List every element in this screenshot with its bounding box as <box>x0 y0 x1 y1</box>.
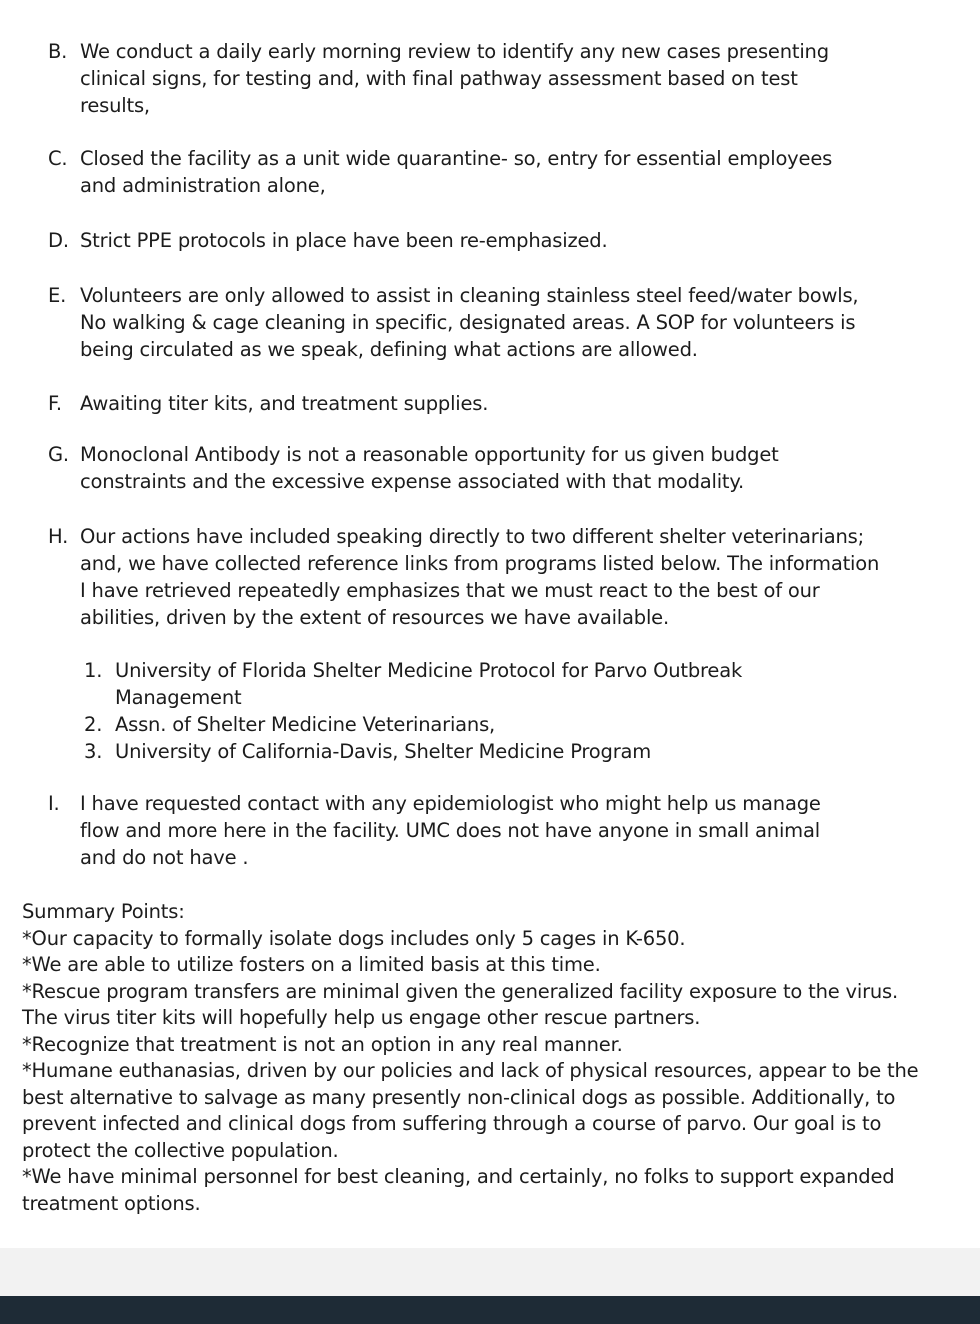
list-item-c <box>48 145 858 199</box>
list-item-h <box>48 523 888 631</box>
reference-number: 2. <box>84 713 103 736</box>
reference-text: Assn. of Shelter Medicine Veterinarians, <box>115 713 496 736</box>
list-item-b <box>48 38 848 119</box>
reference-item-1 <box>84 657 784 711</box>
list-item-text: Closed the facility as a unit wide quarantine- so, entry for essential employees and administration alone, <box>80 147 833 197</box>
list-item-text: Our actions have included speaking directly to two different shelter veterinarians; and, we have collected reference links from programs listed below. The information I have retrieved repeatedly emphasizes that we must react to the best of our abilities, driven by the extent of resources we have available. <box>80 525 880 629</box>
summary-section <box>22 899 922 1217</box>
reference-item-3 <box>84 738 924 765</box>
summary-point: *We have minimal personnel for best cleaning, and certainly, no folks to support expanded treatment options. <box>22 1165 895 1215</box>
reference-text: University of Florida Shelter Medicine Protocol for Parvo Outbreak Management <box>115 659 743 709</box>
summary-point: *Recognize that treatment is not an option in any real manner. <box>22 1032 623 1056</box>
list-item-letter: I. <box>48 792 60 815</box>
summary-point: *Our capacity to formally isolate dogs includes only 5 cages in K-650. <box>22 926 686 950</box>
list-item-i <box>48 790 858 871</box>
list-item-text: I have requested contact with any epidemiologist who might help us manage flow and more here in the facility. UMC does not have anyone in small animal and do not have . <box>80 792 821 869</box>
list-item-g <box>48 441 808 495</box>
list-item-letter: C. <box>48 147 68 170</box>
list-item-d <box>48 227 928 254</box>
list-item-letter: E. <box>48 284 67 307</box>
reference-text: University of California-Davis, Shelter Medicine Program <box>115 740 652 763</box>
list-item-letter: H. <box>48 525 69 548</box>
summary-heading: Summary Points: <box>22 900 185 923</box>
footer-bar <box>0 1296 980 1324</box>
list-item-text: Monoclonal Antibody is not a reasonable opportunity for us given budget constraints and the excessive expense associated with that modality. <box>80 443 779 493</box>
summary-point: *Rescue program transfers are minimal given the generalized facility exposure to the virus. The virus titer kits will hopefully help us engage other rescue partners. <box>22 979 899 1029</box>
reference-number: 1. <box>84 659 103 682</box>
list-item-text: We conduct a daily early morning review to identify any new cases presenting clinical signs, for testing and, with final pathway assessment based on test results, <box>80 40 829 117</box>
list-item-text: Awaiting titer kits, and treatment supplies. <box>80 392 489 415</box>
list-item-letter: F. <box>48 392 62 415</box>
reference-item-2 <box>84 711 924 738</box>
reference-number: 3. <box>84 740 103 763</box>
list-item-letter: G. <box>48 443 69 466</box>
list-item-e <box>48 282 888 363</box>
list-item-text: Volunteers are only allowed to assist in cleaning stainless steel feed/water bowls, No walking & cage cleaning in specific, designated areas. A SOP for volunteers is being circulated as we speak, defining what actions are allowed. <box>80 284 859 361</box>
list-item-f <box>48 390 928 417</box>
list-item-letter: B. <box>48 40 68 63</box>
list-item-letter: D. <box>48 229 69 252</box>
summary-point: *Humane euthanasias, driven by our policies and lack of physical resources, appear to be the best alternative to salvage as many presently non-clinical dogs as possible. Additionally, to prevent infected and clinical dogs from suffering through a course of parvo. Our goal is to protect the collective population. <box>22 1059 919 1162</box>
list-item-text: Strict PPE protocols in place have been re-emphasized. <box>80 229 608 252</box>
summary-point: *We are able to utilize fosters on a limited basis at this time. <box>22 953 601 976</box>
